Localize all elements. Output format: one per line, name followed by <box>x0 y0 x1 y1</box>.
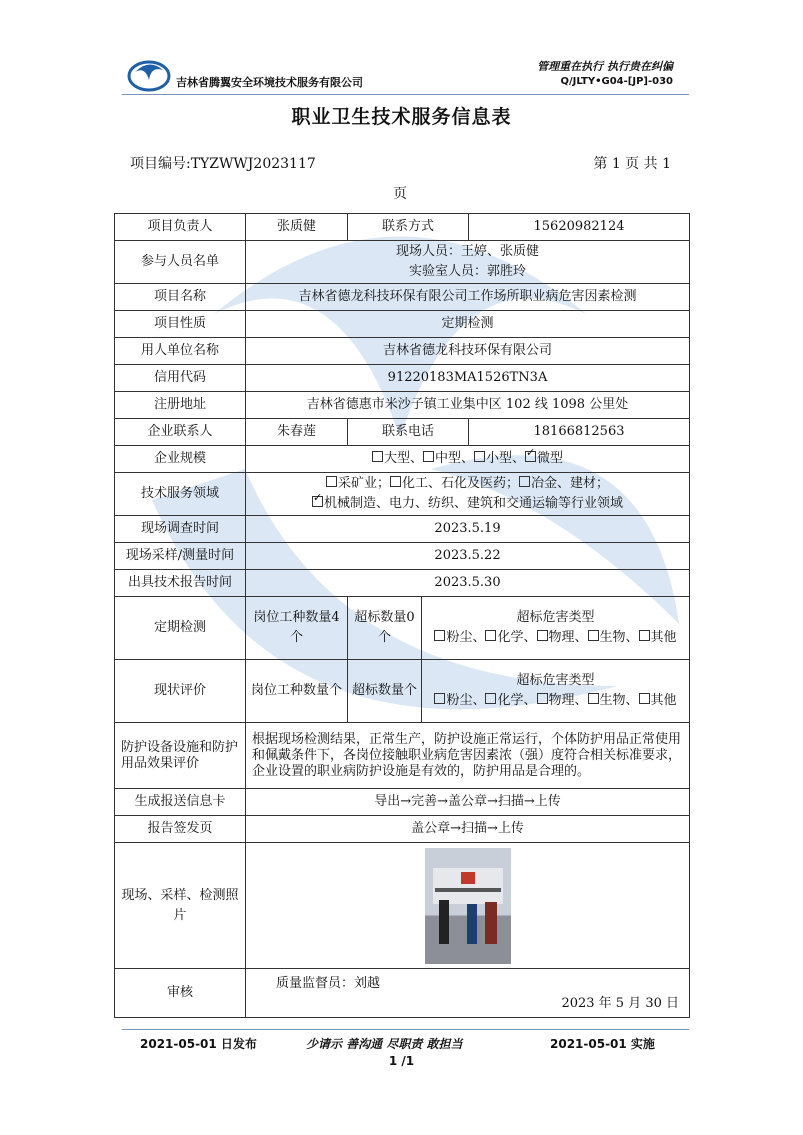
periodic-hazard-checkbox-0[interactable] <box>434 630 445 641</box>
contact-value: 15620982124 <box>469 214 690 241</box>
document-code: Q/JLTY•G04-[JP]-030 <box>560 76 673 87</box>
status-hazard-checkbox-3[interactable] <box>588 693 599 704</box>
periodic-hazard-option-4: 其他 <box>650 630 677 645</box>
review-label: 审核 <box>115 969 246 1018</box>
sampling-time-label: 现场采样/测量时间 <box>115 543 246 570</box>
status-hazard-checkbox-1[interactable] <box>485 693 496 704</box>
members-value <box>246 241 690 284</box>
header-divider <box>122 94 689 95</box>
status-hazard-option-1: 化学、 <box>497 693 537 708</box>
status-hazard-option-0: 粉尘、 <box>446 693 486 708</box>
project-number: 项目编号:TYZWWJ2023117 <box>130 156 316 172</box>
members-label: 参与人员名单 <box>115 241 246 284</box>
leader-value: 张质健 <box>246 214 348 241</box>
enterprise-contact-label: 企业联系人 <box>115 419 246 446</box>
credit-value: 91220183MA1526TN3A <box>246 365 690 392</box>
company-logo-icon <box>127 56 171 92</box>
effective-date: 2021-05-01 实施 <box>550 1037 655 1051</box>
domain-option-2: 冶金、建材； <box>531 476 610 491</box>
members-line-2: 实验室人员：郭胜玲 <box>409 264 527 279</box>
report-time-label: 出具技术报告时间 <box>115 570 246 597</box>
domain-options <box>246 473 690 516</box>
info-table <box>114 213 690 1018</box>
scale-checkbox-2[interactable] <box>474 451 485 462</box>
scale-checkbox-1[interactable] <box>423 451 434 462</box>
survey-time-label: 现场调查时间 <box>115 516 246 543</box>
footer-divider <box>122 1029 689 1030</box>
phone-label: 联系电话 <box>348 419 469 446</box>
periodic-hazard-checkbox-2[interactable] <box>537 630 548 641</box>
credit-label: 信用代码 <box>115 365 246 392</box>
project-name-value: 吉林省德龙科技环保有限公司工作场所职业病危害因素检测 <box>246 284 690 311</box>
domain-option-3: 机械制造、电力、纺织、建筑和交通运输等行业领域 <box>324 496 624 511</box>
status-hazard-option-3: 生物、 <box>599 693 639 708</box>
periodic-hazard-checkbox-4[interactable] <box>639 630 650 641</box>
status-hazard-option-2: 物理、 <box>548 693 588 708</box>
photo-label: 现场、采样、检测照片 <box>115 843 246 969</box>
enterprise-contact-value: 朱春莲 <box>246 419 348 446</box>
status-hazard-option-4: 其他 <box>650 693 677 708</box>
domain-checkbox-0[interactable] <box>326 476 337 487</box>
leader-label: 项目负责人 <box>115 214 246 241</box>
sign-page-value: 盖公章→扫描→上传 <box>246 816 690 843</box>
periodic-label: 定期检测 <box>115 597 246 660</box>
status-posts: 岗位工种数量个 <box>246 660 348 723</box>
domain-checkbox-1[interactable] <box>390 476 401 487</box>
periodic-exceed: 超标数量0 个 <box>348 597 422 660</box>
nature-value: 定期检测 <box>246 311 690 338</box>
periodic-hazard-option-2: 物理、 <box>548 630 588 645</box>
review-cell <box>246 969 690 1018</box>
page-info: 第 1 页 共 1 <box>593 156 671 172</box>
scale-option-1: 中型 <box>434 451 461 466</box>
sign-page-label: 报告签发页 <box>115 816 246 843</box>
report-time-value: 2023.5.30 <box>246 570 690 597</box>
status-hazard-checkbox-0[interactable] <box>434 693 445 704</box>
scale-option-0: 大型 <box>383 451 410 466</box>
status-label: 现状评价 <box>115 660 246 723</box>
nature-label: 项目性质 <box>115 311 246 338</box>
survey-time-value: 2023.5.19 <box>246 516 690 543</box>
quality-supervisor: 质量监督员：刘越 <box>276 976 381 991</box>
page-info-continued: 页 <box>393 186 407 202</box>
site-photo <box>425 848 511 964</box>
periodic-hazard-title: 超标危害类型 <box>516 610 595 625</box>
info-card-value: 导出→完善→盖公章→扫描→上传 <box>246 789 690 816</box>
scale-checkbox-0[interactable] <box>372 451 383 462</box>
scale-checkbox-3[interactable] <box>525 451 536 462</box>
domain-option-0: 采矿业； <box>337 476 390 491</box>
review-date: 2023 年 5 月 30 日 <box>561 996 680 1011</box>
page-number: 1 /1 <box>388 1054 415 1068</box>
footer-slogan: 少请示 善沟通 尽职责 敢担当 <box>306 1037 463 1051</box>
status-hazard-types <box>422 660 690 723</box>
periodic-hazard-option-3: 生物、 <box>599 630 639 645</box>
status-hazard-checkbox-4[interactable] <box>639 693 650 704</box>
scale-option-3: 微型 <box>537 451 564 466</box>
scale-option-2: 小型 <box>486 451 513 466</box>
page-title: 职业卫生技术服务信息表 <box>291 106 512 128</box>
periodic-hazard-types <box>422 597 690 660</box>
info-card-label: 生成报送信息卡 <box>115 789 246 816</box>
phone-value: 18166812563 <box>469 419 690 446</box>
header-motto: 管理重在执行 执行贵在纠偏 <box>537 60 673 73</box>
sampling-time-value: 2023.5.22 <box>246 543 690 570</box>
photo-cell <box>246 843 690 969</box>
address-label: 注册地址 <box>115 392 246 419</box>
protection-value: 根据现场检测结果，正常生产，防护设施正常运行，个体防护用品正常使用和佩戴条件下，各岗位接触职业病危害因素浓（强）度符合相关标准要求，企业设置的职业病防护设施是有效的，防护用品是合理的。 <box>246 723 690 789</box>
domain-checkbox-2[interactable] <box>519 476 530 487</box>
periodic-posts: 岗位工种数量4 个 <box>246 597 348 660</box>
contact-label: 联系方式 <box>348 214 469 241</box>
periodic-hazard-option-1: 化学、 <box>497 630 537 645</box>
employer-label: 用人单位名称 <box>115 338 246 365</box>
scale-options: 大型、 中型、 小型、✓ 微型 <box>246 446 690 473</box>
issue-date: 2021-05-01 日发布 <box>140 1037 257 1051</box>
protection-label: 防护设备设施和防护用品效果评价 <box>115 723 246 789</box>
address-value: 吉林省德惠市米沙子镇工业集中区 102 线 1098 公里处 <box>246 392 690 419</box>
domain-checkbox-3[interactable] <box>312 496 323 507</box>
periodic-hazard-checkbox-3[interactable] <box>588 630 599 641</box>
employer-value: 吉林省德龙科技环保有限公司 <box>246 338 690 365</box>
members-line-1: 现场人员：王婷、张质健 <box>396 244 540 259</box>
domain-option-1: 化工、石化及医药； <box>402 476 520 491</box>
periodic-hazard-checkbox-1[interactable] <box>485 630 496 641</box>
status-exceed: 超标数量个 <box>348 660 422 723</box>
periodic-hazard-option-0: 粉尘、 <box>446 630 486 645</box>
status-hazard-title: 超标危害类型 <box>516 673 595 688</box>
project-name-label: 项目名称 <box>115 284 246 311</box>
status-hazard-checkbox-2[interactable] <box>537 693 548 704</box>
company-name: 吉林省腾翼安全环境技术服务有限公司 <box>176 76 363 89</box>
domain-label: 技术服务领域 <box>115 473 246 516</box>
scale-label: 企业规模 <box>115 446 246 473</box>
